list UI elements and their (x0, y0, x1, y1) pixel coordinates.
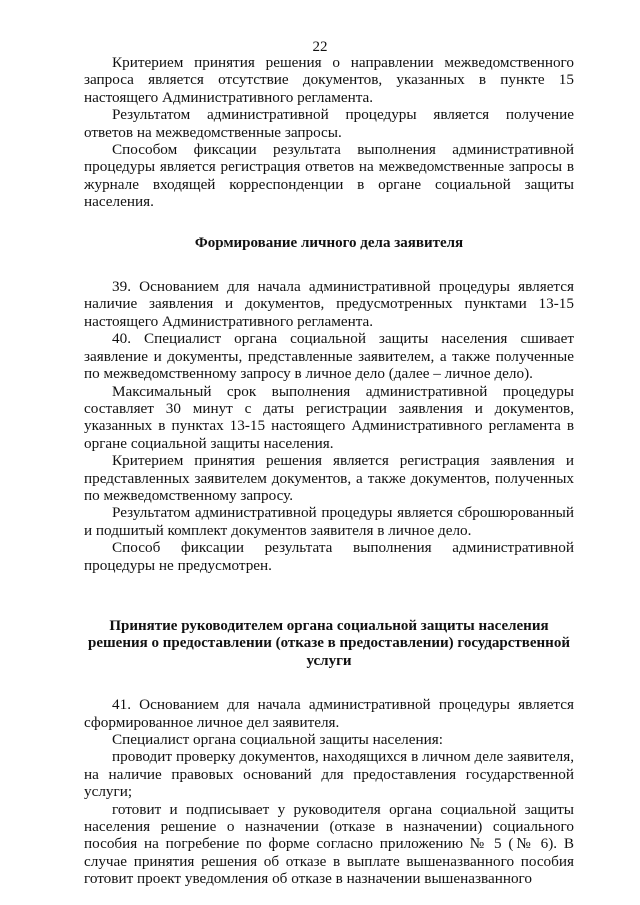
paragraph: Критерием принятия решения о направлении межведомственного запроса является отсутствие документов, указанных в пункте 15 настоящего Административного регламента. (84, 54, 574, 106)
paragraph: Результатом административной процедуры является сброшюрованный и подшитый комплект документов заявителя в личное дело. (84, 504, 574, 539)
page-number: 22 (312, 39, 328, 55)
paragraph: Максимальный срок выполнения административной процедуры составляет 30 минут с даты регистрации заявления и документов, указанных в пунктах 13-15 настоящего Административного регламента в органе социальной защиты населения. (84, 382, 574, 452)
paragraph: готовит и подписывает у руководителя органа социальной защиты населения решение о назначении (отказе в назначении) социального пособия на погребение по форме согласно приложению № 5 (№ 6). В случае принятия решения об отказе в выплате вышеназванного пособия готовит проект уведомления об отказе в назначении вышеназванного (84, 800, 574, 888)
paragraph: проводит проверку документов, находящихся в личном деле заявителя, на наличие правовых оснований для предоставления государственной услуги; (84, 748, 574, 801)
page-content (84, 54, 574, 888)
paragraph: Результатом административной процедуры является получение ответов на межведомственные запросы. (84, 106, 574, 141)
paragraph: Критерием принятия решения является регистрация заявления и представленных заявителем документов, а также документов, полученных по межведомственному запросу. (84, 452, 574, 504)
spacer (84, 574, 574, 618)
section-heading: Формирование личного дела заявителя (194, 234, 464, 251)
paragraph: Способом фиксации результата выполнения административной процедуры является регистрация ответов на межведомственные запросы в журнале входящей корреспонденции в органе социальной защиты населения. (84, 141, 574, 211)
paragraph: 39. Основанием для начала административной процедуры является наличие заявления и документов, предусмотренных пунктами 13-15 настоящего Административного регламента. (84, 278, 574, 330)
section-heading-line: услуги (306, 652, 352, 669)
paragraph: Способ фиксации результата выполнения административной процедуры не предусмотрен. (84, 539, 574, 574)
spacer (84, 252, 574, 278)
paragraph: 41. Основанием для начала административной процедуры является сформированное личное дел заявителя. (84, 696, 574, 731)
spacer (84, 670, 574, 696)
paragraph: 40. Специалист органа социальной защиты населения сшивает заявление и документы, представленные заявителем, а также полученные по межведомственному запросу в личное дело (далее – личное дело). (84, 330, 574, 383)
section-heading-line: решения о предоставлении (отказе в предоставлении) государственной (88, 635, 570, 652)
spacer (84, 211, 574, 235)
paragraph: Специалист органа социальной защиты населения: (112, 731, 443, 748)
section-heading-line: Принятие руководителем органа социальной защиты населения (109, 617, 549, 634)
